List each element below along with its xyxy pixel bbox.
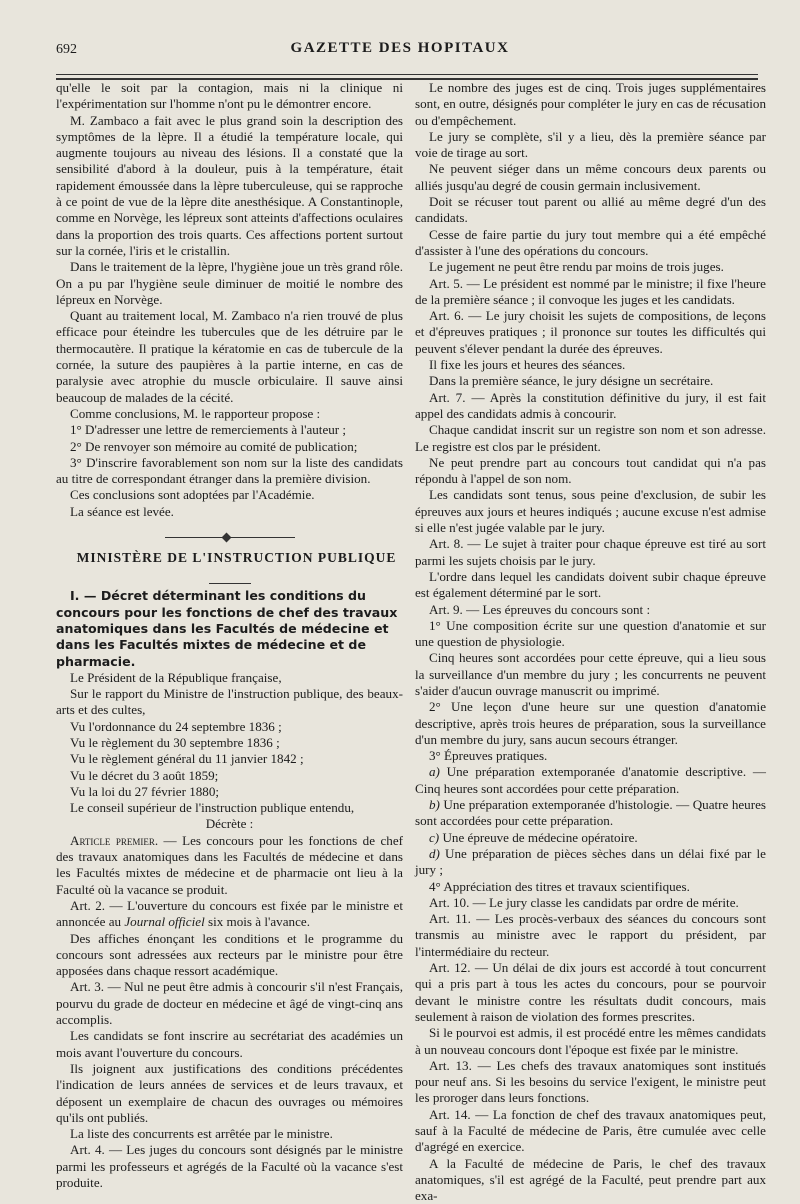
paragraph: Art. 14. — La fonction de chef des travaux anatomiques peut, sauf à la Faculté de médecine de Paris, être cumulée avec celle d'agrégé en exercice. (415, 1106, 766, 1155)
paragraph: 1° D'adresser une lettre de remerciements à l'auteur ; (70, 422, 347, 438)
paragraph: qu'elle le soit par la contagion, mais ni la clinique ni l'expérimentation sur l'homme n'ont pu le démontrer encore. (56, 80, 403, 112)
paragraph: Sur le rapport du Ministre de l'instruction publique, des beaux-arts et des cultes, (56, 686, 403, 718)
sub-item (415, 764, 766, 797)
sub-letter: a) (429, 764, 440, 780)
paragraph: Art. 5. — Le président est nommé par le ministre; il fixe l'heure de la première séance ; il convoque les juges et les candidats. (415, 275, 766, 307)
article-label: Article premier. (70, 832, 159, 848)
paragraph: Vu le règlement général du 11 janvier 1842 ; (70, 751, 304, 767)
paragraph: Comme conclusions, M. le rapporteur propose : (70, 405, 321, 421)
section-rule (56, 572, 403, 574)
paragraph: Vu le décret du 3 août 1859; (70, 767, 219, 783)
ornament-divider (56, 526, 403, 532)
article-text: — Les concours pour les fonctions de chef des travaux anatomiques dans les Facultés de médecine et dans les Facultés mixtes de médecine et de pharmacie ont lieu à la Faculté où la vacance se produit. (56, 832, 403, 897)
paragraph: L'ordre dans lequel les candidats doivent subir chaque épreuve est également déterminé par le sort. (415, 568, 766, 601)
article-text: six mois à l'avance. (204, 914, 310, 930)
sub-letter: b) (429, 797, 440, 813)
sub-text: Une préparation de pièces sèches dans un délai fixé par le jury ; (415, 845, 766, 878)
paragraph: Le jury se complète, s'il y a lieu, dès la première séance par voie de tirage au sort. (415, 128, 766, 161)
paragraph: 4° Appréciation des titres et travaux scientifiques. (429, 878, 690, 894)
header-rule (56, 74, 758, 75)
paragraph: Ces conclusions sont adoptées par l'Académie. (70, 487, 315, 503)
paragraph: Si le pourvoi est admis, il est procédé entre les mêmes candidats à un nouveau concours dont l'époque est fixée par le ministre. (415, 1025, 766, 1057)
paragraph: Les candidats sont tenus, sous peine d'exclusion, de subir les épreuves aux jours et heures indiqués ; aucune excuse n'est admise si elle n'est jugée valable par le jury. (415, 487, 766, 536)
journal-name: Journal officiel (124, 914, 205, 930)
sub-text: Une épreuve de médecine opératoire. (439, 829, 638, 845)
sub-letter: c) (429, 829, 440, 845)
decree-title: I. — Décret déterminant les conditions du concours pour les fonctions de chef des travaux anatomiques dans les Facultés de médecine et dans les Facultés mixtes de médecine et de pharmacie. (56, 588, 398, 669)
paragraph: Art. 4. — Les juges du concours sont désignés par le ministre parmi les professeurs et agrégés de la Faculté où la vacance s'est produite. (56, 1142, 403, 1190)
paragraph: Art. 9. — Les épreuves du concours sont : (429, 601, 651, 617)
paragraph: Art. 11. — Les procès-verbaux des séances du concours sont transmis au ministre avec le rapport du président, par l'intermédiaire du recteur. (415, 911, 766, 959)
paragraph: Il fixe les jours et heures des séances. (429, 357, 626, 373)
paragraph: La séance est levée. (70, 503, 174, 519)
paragraph: Art. 8. — Le sujet à traiter pour chaque épreuve est tiré au sort parmi les sujets choisis par le jury. (415, 536, 766, 568)
sub-text: Une préparation extemporanée d'anatomie descriptive. — Cinq heures sont accordées pour cette préparation. (415, 764, 766, 796)
paragraph: Ne peut prendre part au concours tout candidat qui n'a pas répondu à l'appel de son nom. (415, 454, 766, 487)
paragraph: Art. 3. — Nul ne peut être admis à concourir s'il n'est Français, pourvu du grade de docteur en médecine et âgé de vingt-cinq ans accomplis. (56, 979, 403, 1028)
paragraph: 3° Épreuves pratiques. (429, 748, 548, 764)
paragraph: Vu la loi du 27 février 1880; (70, 783, 220, 799)
sub-item (415, 830, 766, 846)
paragraph: 2° De renvoyer son mémoire au comité de publication; (70, 438, 358, 454)
page-number: 692 (56, 42, 77, 57)
article-paragraph (56, 898, 403, 931)
paragraph: Cesse de faire partie du jury tout membre qui a été empêché d'assister à l'une des opérations du concours. (415, 226, 766, 258)
paragraph: Art. 12. — Un délai de dix jours est accordé à tout concurrent qui a pris part à tous les actes du concours, pour se pourvoir devant le ministre contre les résultats dudit concours, mais seulement à raison de violation des formes prescrites. (415, 960, 766, 1024)
section-title: MINISTÈRE DE L'INSTRUCTION PUBLIQUE (76, 550, 397, 566)
sub-item (415, 797, 766, 830)
paragraph: Le nombre des juges est de cinq. Trois juges supplémentaires sont, en outre, désignés pour compléter le jury en cas de récusation ou d'empêchement. (415, 80, 766, 128)
paragraph: Le Président de la République française, (70, 669, 282, 685)
paragraph: La liste des concurrents est arrêtée par le ministre. (70, 1126, 333, 1142)
decrete-heading: Décrète : (205, 816, 254, 832)
paragraph: Art. 10. — Le jury classe les candidats par ordre de mérite. (429, 894, 739, 910)
paragraph: Quant au traitement local, M. Zambaco n'a rien trouvé de plus efficace pour éteindre les tubercules que de les détruire par le thermocautère. Il pratique la kératomie en cas de tubercule de la cornée, la suture des paupières à la partie interne, en cas de paralysie avec atrophie du muscle orbiculaire. Il sauve ainsi beaucoup de malades de la cécité. (56, 308, 403, 405)
sub-item (415, 846, 766, 879)
paragraph: Les candidats se font inscrire au secrétariat des académies un mois avant l'ouverture du concours. (56, 1028, 403, 1060)
paragraph: Dans le traitement de la lèpre, l'hygiène joue un très grand rôle. On a pu par l'hygiène seule diminuer de moitié le nombre des lépreux en Norvège. (56, 259, 403, 307)
paragraph: M. Zambaco a fait avec le plus grand soin la description des symptômes de la lèpre. Il a étudié la température locale, qui augmente toujours au niveau des lésions. Il a constaté que la sensibilité d'abord à la douleur, puis à la température, était rapidement émoussée dans la lèpre tuberculeuse, qui se rapproche à ce point de vue de la lèpre dite anesthésique. A Constantinople, comme en Norvège, les lépreux sont atteints d'affections oculaires dans la proportion des trois quarts. Ces affections portent surtout sur la cornée, l'iris et le cristallin. (56, 112, 403, 258)
paragraph: 3° D'inscrire favorablement son nom sur la liste des candidats au titre de correspondant étranger dans la première division. (56, 454, 403, 487)
left-column (56, 80, 403, 1191)
article-paragraph (56, 833, 403, 898)
paragraph: Cinq heures sont accordées pour cette épreuve, qui a lieu sous la surveillance d'un membre du jury ; les concurrents ne peuvent s'aider d'aucun ouvrage manuscrit ou imprimé. (415, 650, 766, 698)
article-text: Art. 2. — L'ouverture du concours est fixée par le ministre et annoncée au (56, 897, 403, 930)
paragraph: Art. 7. — Après la constitution définitive du jury, il est fait appel des candidats admis à concourir. (415, 389, 766, 421)
paragraph: 1° Une composition écrite sur une question d'anatomie et sur une question de physiologie. (415, 617, 766, 650)
right-column (415, 80, 766, 1204)
paragraph: Le jugement ne peut être rendu par moins de trois juges. (429, 259, 724, 275)
paragraph: A la Faculté de médecine de Paris, le chef des travaux anatomiques, s'il est agrégé de la Faculté, peut prendre part aux exa- (415, 1155, 766, 1204)
sub-text: Une préparation extemporanée d'histologie. — Quatre heures sont accordées pour cette préparation. (415, 797, 766, 829)
paragraph: Art. 13. — Les chefs des travaux anatomiques sont institués pour neuf ans. Si les besoins du service l'exigent, le ministre peut les proroger dans leurs fonctions. (415, 1057, 766, 1106)
paragraph: Vu l'ordonnance du 24 septembre 1836 ; (70, 718, 282, 734)
paragraph: Chaque candidat inscrit sur un registre son nom et son adresse. Le registre est clos par le président. (415, 422, 766, 454)
paragraph: Dans la première séance, le jury désigne un secrétaire. (429, 373, 714, 389)
paragraph: 2° Une leçon d'une heure sur une question d'anatomie descriptive, après trois heures de préparation, sous la surveillance d'un membre du jury, sans aucun secours étranger. (415, 699, 766, 747)
paragraph: Vu le règlement du 30 septembre 1836 ; (70, 734, 280, 750)
paragraph: Doit se récuser tout parent ou allié au même degré d'un des candidats. (415, 194, 766, 226)
running-title: GAZETTE DES HOPITAUX (290, 40, 510, 56)
paragraph: Ils joignent aux justifications des conditions précédentes l'indication de leurs années de services et de leurs travaux, et déposent un exemplaire de chacun des ouvrages ou mémoires qu'ils ont publiés. (56, 1060, 403, 1125)
paragraph: Des affiches énonçant les conditions et le programme du concours sont adressées aux recteurs par le ministre pour être apposées dans chaque ressort académique. (56, 930, 403, 979)
paragraph: Ne peuvent siéger dans un même concours deux parents ou alliés jusqu'au degré de cousin germain inclusivement. (415, 161, 766, 193)
sub-letter: d) (429, 845, 440, 861)
paragraph: Le conseil supérieur de l'instruction publique entendu, (70, 800, 355, 816)
paragraph: Art. 6. — Le jury choisit les sujets de compositions, de leçons et d'épreuves pratiques ; il prononce sur toutes les difficultés qui peuvent s'élever pendant la durée des épreuves. (415, 308, 766, 356)
